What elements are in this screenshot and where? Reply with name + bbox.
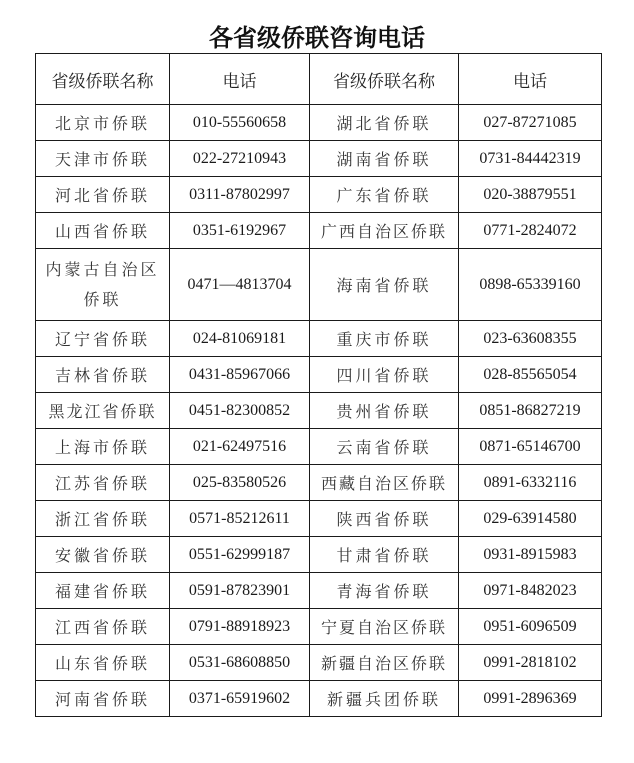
org-name: 甘肃省侨联 [310, 537, 459, 573]
phone-number: 0451-82300852 [170, 393, 310, 429]
table-header-row [36, 54, 602, 105]
phone-number: 0731-84442319 [459, 141, 602, 177]
table-row [36, 249, 602, 321]
org-name: 上海市侨联 [36, 429, 170, 465]
phone-number: 028-85565054 [459, 357, 602, 393]
phone-number: 0791-88918923 [170, 609, 310, 645]
contacts-table [35, 53, 602, 717]
phone-number: 027-87271085 [459, 105, 602, 141]
org-name: 广西自治区侨联 [310, 213, 459, 249]
org-name: 宁夏自治区侨联 [310, 609, 459, 645]
phone-number: 0771-2824072 [459, 213, 602, 249]
column-header-phone: 电话 [170, 54, 310, 105]
phone-number: 0898-65339160 [459, 249, 602, 321]
org-name: 新疆兵团侨联 [310, 681, 459, 717]
org-name: 河北省侨联 [36, 177, 170, 213]
table-row [36, 465, 602, 501]
table-row [36, 177, 602, 213]
phone-number: 021-62497516 [170, 429, 310, 465]
org-name: 吉林省侨联 [36, 357, 170, 393]
table-row [36, 681, 602, 717]
table-row [36, 501, 602, 537]
phone-number: 0891-6332116 [459, 465, 602, 501]
table-row [36, 357, 602, 393]
org-name: 湖南省侨联 [310, 141, 459, 177]
org-name: 浙江省侨联 [36, 501, 170, 537]
org-name: 江苏省侨联 [36, 465, 170, 501]
org-name: 黑龙江省侨联 [36, 393, 170, 429]
org-name: 西藏自治区侨联 [310, 465, 459, 501]
phone-number: 024-81069181 [170, 321, 310, 357]
phone-number: 0311-87802997 [170, 177, 310, 213]
table-row [36, 393, 602, 429]
phone-number: 0551-62999187 [170, 537, 310, 573]
column-header-name: 省级侨联名称 [310, 54, 459, 105]
phone-number: 022-27210943 [170, 141, 310, 177]
phone-number: 0591-87823901 [170, 573, 310, 609]
org-name: 湖北省侨联 [310, 105, 459, 141]
phone-number: 0431-85967066 [170, 357, 310, 393]
org-name: 新疆自治区侨联 [310, 645, 459, 681]
column-header-phone: 电话 [459, 54, 602, 105]
phone-number: 0931-8915983 [459, 537, 602, 573]
org-name: 江西省侨联 [36, 609, 170, 645]
table-row [36, 213, 602, 249]
org-name: 重庆市侨联 [310, 321, 459, 357]
table-row [36, 537, 602, 573]
org-name: 陕西省侨联 [310, 501, 459, 537]
phone-number: 010-55560658 [170, 105, 310, 141]
table-row [36, 645, 602, 681]
page-title: 各省级侨联咨询电话 [209, 23, 425, 53]
phone-number: 0991-2896369 [459, 681, 602, 717]
org-name: 青海省侨联 [310, 573, 459, 609]
org-name: 福建省侨联 [36, 573, 170, 609]
phone-number: 0971-8482023 [459, 573, 602, 609]
org-name: 海南省侨联 [310, 249, 459, 321]
table-row [36, 573, 602, 609]
org-name: 北京市侨联 [36, 105, 170, 141]
phone-number: 0471—4813704 [170, 249, 310, 321]
table-row [36, 429, 602, 465]
phone-number: 020-38879551 [459, 177, 602, 213]
org-name: 山西省侨联 [36, 213, 170, 249]
table-row [36, 321, 602, 357]
column-header-name: 省级侨联名称 [36, 54, 170, 105]
phone-number: 023-63608355 [459, 321, 602, 357]
table-row [36, 105, 602, 141]
org-name: 云南省侨联 [310, 429, 459, 465]
org-name: 四川省侨联 [310, 357, 459, 393]
org-name: 贵州省侨联 [310, 393, 459, 429]
phone-number: 0871-65146700 [459, 429, 602, 465]
phone-number: 0351-6192967 [170, 213, 310, 249]
phone-number: 0571-85212611 [170, 501, 310, 537]
table-row [36, 141, 602, 177]
org-name: 天津市侨联 [36, 141, 170, 177]
phone-number: 0371-65919602 [170, 681, 310, 717]
phone-number: 025-83580526 [170, 465, 310, 501]
phone-number: 029-63914580 [459, 501, 602, 537]
org-name: 山东省侨联 [36, 645, 170, 681]
org-name: 内蒙古自治区侨联 [36, 249, 170, 321]
org-name: 广东省侨联 [310, 177, 459, 213]
phone-number: 0531-68608850 [170, 645, 310, 681]
org-name: 辽宁省侨联 [36, 321, 170, 357]
table-row [36, 609, 602, 645]
org-name: 河南省侨联 [36, 681, 170, 717]
phone-number: 0851-86827219 [459, 393, 602, 429]
phone-number: 0951-6096509 [459, 609, 602, 645]
org-name: 安徽省侨联 [36, 537, 170, 573]
phone-number: 0991-2818102 [459, 645, 602, 681]
